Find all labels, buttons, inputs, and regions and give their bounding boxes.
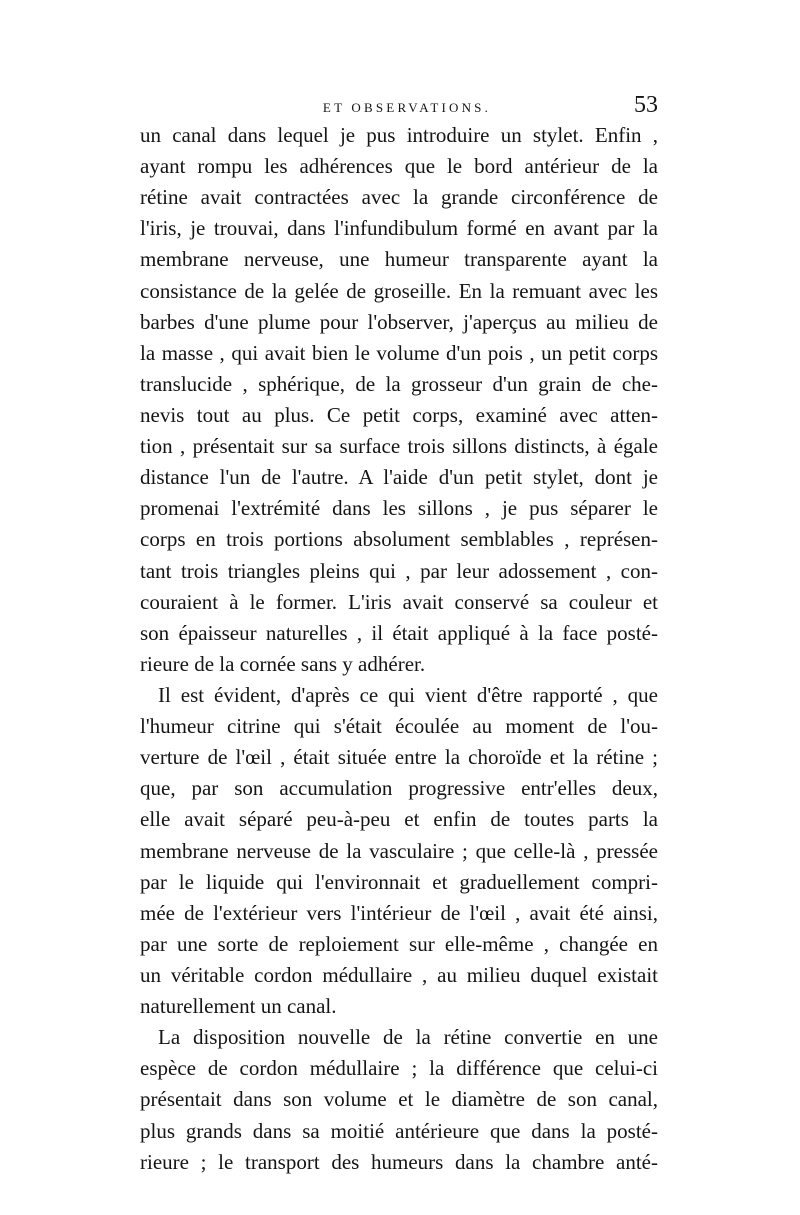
- text-line: présentait dans son volume et le diamètre de son canal,: [140, 1087, 658, 1112]
- text-line: couraient à le former. L'iris avait conservé sa couleur et: [140, 589, 658, 614]
- text-line: mée de l'extérieur vers l'intérieur de l'œil , avait été ainsi,: [140, 900, 658, 925]
- text-line: tion , présentait sur sa surface trois sillons distincts, à égale: [140, 434, 658, 459]
- text-line: membrane nerveuse, une humeur transparente ayant la: [140, 247, 658, 272]
- text-line: espèce de cordon médullaire ; la différence que celui-ci: [140, 1056, 658, 1081]
- text-line: distance l'un de l'autre. A l'aide d'un petit stylet, dont je: [140, 465, 658, 490]
- text-line: par une sorte de reploiement sur elle-même , changée en: [140, 931, 658, 956]
- page-number: 53: [634, 92, 658, 118]
- text-line: rieure ; le transport des humeurs dans la chambre anté-: [140, 1149, 658, 1174]
- text-line: rieure de la cornée sans y adhérer.: [140, 651, 426, 676]
- text-line: par le liquide qui l'environnait et graduellement compri-: [140, 869, 658, 894]
- text-line: nevis tout au plus. Ce petit corps, examiné avec atten-: [140, 402, 658, 427]
- text-line: membrane nerveuse de la vasculaire ; que celle-là , pressée: [140, 838, 658, 863]
- text-line: La disposition nouvelle de la rétine convertie en une: [158, 1025, 658, 1050]
- running-title: ET OBSERVATIONS.: [322, 100, 492, 115]
- text-line: Il est évident, d'après ce qui vient d'être rapporté , que: [158, 682, 658, 707]
- text-line: l'iris, je trouvai, dans l'infundibulum formé en avant par la: [140, 216, 658, 241]
- text-line: consistance de la gelée de groseille. En la remuant avec les: [140, 278, 658, 303]
- running-head: [140, 92, 658, 120]
- text-line: tant trois triangles pleins qui , par leur adossement , con-: [140, 558, 658, 583]
- text-line: un canal dans lequel je pus introduire un stylet. Enfin ,: [140, 123, 658, 147]
- text-line: verture de l'œil , était située entre la choroïde et la rétine ;: [140, 745, 658, 770]
- body-text: [140, 120, 658, 1178]
- text-line: un véritable cordon médullaire , au milieu duquel existait: [140, 962, 658, 987]
- text-line: son épaisseur naturelles , il était appliqué à la face posté-: [140, 620, 658, 645]
- text-line: plus grands dans sa moitié antérieure que dans la posté-: [140, 1118, 658, 1143]
- text-line: corps en trois portions absolument semblables , représen-: [140, 527, 658, 552]
- text-line: rétine avait contractées avec la grande circonférence de: [140, 185, 658, 210]
- text-line: ayant rompu les adhérences que le bord antérieur de la: [140, 154, 658, 179]
- text-line: naturellement un canal.: [140, 994, 337, 1019]
- text-line: promenai l'extrémité dans les sillons , je pus séparer le: [140, 496, 658, 521]
- text-line: barbes d'une plume pour l'observer, j'aperçus au milieu de: [140, 309, 658, 334]
- text-line: translucide , sphérique, de la grosseur d'un grain de che-: [140, 371, 658, 396]
- text-line: la masse , qui avait bien le volume d'un pois , un petit corps: [140, 340, 658, 365]
- text-line: elle avait séparé peu-à-peu et enfin de toutes parts la: [140, 807, 658, 832]
- text-line: que, par son accumulation progressive entr'elles deux,: [140, 776, 658, 801]
- text-line: l'humeur citrine qui s'était écoulée au moment de l'ou-: [140, 714, 658, 739]
